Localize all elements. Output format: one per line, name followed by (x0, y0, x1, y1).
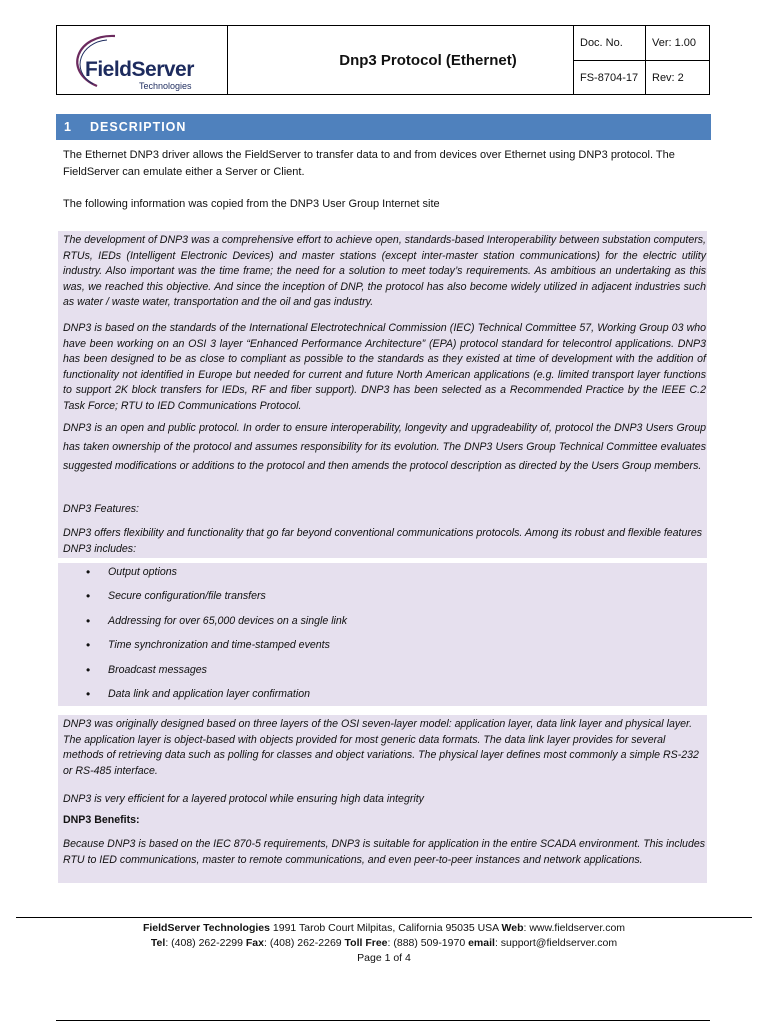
footer-tollfree: : (888) 509-1970 (387, 937, 469, 949)
footer-email-link[interactable]: : support@fieldserver.com (494, 937, 618, 949)
footer-company: FieldServer Technologies (142, 922, 270, 934)
document-header (56, 25, 710, 95)
footer-address: 1991 Tarob Court Milpitas, California 95035 USA (269, 922, 502, 934)
section-number: 1 (64, 120, 72, 134)
footer-fax-label: Fax (245, 937, 264, 949)
quote-paragraph-2: DNP3 is based on the standards of the International Electrotechnical Commission (IEC) Technical Committee 57, Working Group 03 who have been working on an OSI 3 layer “Enhanced Performance Architecture” (EPA) protocol standard for telecontrol applications. DNP3 has been designed to be as close to compliant as possible to the standards as they existed at time of development with the addition of functionality not identified in Europe but needed for current and future North American applications (e.g. limited transport layer functions to support 2K block transfers for IEDs, RF and fiber support). DNP3 has been selected as a Recommended Practice by the IEEE C.2 Task Force; RTU to IED Communications Protocol. (63, 322, 706, 412)
section-heading (56, 114, 711, 140)
revision: Rev: 2 (652, 71, 684, 84)
version: Ver: 1.00 (652, 37, 697, 49)
footer-tel-label: Tel (150, 937, 166, 949)
intro-paragraph: The Ethernet DNP3 driver allows the FieldServer to transfer data to and from devices over Ethernet using DNP3 protocol. The FieldServer can emulate either a Server or Client. (63, 149, 675, 178)
quote-paragraph-3: DNP3 is an open and public protocol. In order to ensure interoperability, longevity and upgradeability of, protocol the DNP3 Users Group has taken ownership of the protocol and assumes responsibility for its evolution. The DNP3 Users Group Technical Committee evaluates suggested modifications or additions to the protocol and then amends the protocol description as directed by the Users Group members. (63, 422, 706, 472)
doc-no-label: Doc. No. (580, 37, 623, 49)
logo-subtitle: Technologies (139, 81, 192, 91)
footer-web-link[interactable]: : www.fieldserver.com (523, 922, 626, 934)
footer-email-label: email (468, 937, 495, 949)
footer-tollfree-label: Toll Free (344, 937, 388, 949)
logo-name: FieldServer (85, 58, 194, 81)
document-title: Dnp3 Protocol (Ethernet) (339, 51, 517, 69)
quote-block-bullets (58, 563, 707, 706)
quote-paragraph-7: Because DNP3 is based on the IEC 870-5 requirements, DNP3 is suitable for application in the entire SCADA environment. This includes RTU to IED communications, master to remote communications, and even peer-to-peer instances and network applications. (63, 838, 706, 866)
footer-tel: : (408) 262-2299 (165, 937, 246, 949)
fieldserver-logo (57, 26, 227, 94)
doc-no: FS-8704-17 (580, 71, 639, 84)
quote-paragraph-1: The development of DNP3 was a comprehensive effort to achieve open, standards-based Interoperability between substation computers, RTUs, IEDs (Intelligent Electronic Devices) and master stations (except inter-master station communications) for the electric utility industry. Also important was the time frame; the need for a solution to meet today’s requirements. As ambitious an undertaking as this was, we reached this objective. And since the inception of DNP, the protocol has also become widely utilized in adjacent industries such as water / waste water, transportation and the oil and gas industry. (63, 234, 706, 308)
next-page-header-edge (56, 1020, 710, 1029)
footer-divider (16, 917, 752, 918)
benefits-heading: DNP3 Benefits: (63, 814, 140, 826)
page-number: Page 1 of 4 (357, 952, 411, 964)
footer-fax: : (408) 262-2269 (263, 937, 345, 949)
footer-web-label: Web (501, 922, 524, 934)
intro-source-note: The following information was copied from the DNP3 User Group Internet site (63, 198, 440, 210)
footer-contact-line (0, 937, 768, 949)
footer-address-line (0, 922, 768, 934)
quote-paragraph-4: DNP3 offers flexibility and functionality that go far beyond conventional communications protocols. Among its robust and flexible features DNP3 includes: (63, 527, 703, 555)
quote-paragraph-5: DNP3 was originally designed based on three layers of the OSI seven-layer model: application layer, data link layer and physical layer. The application layer is object-based with objects provided for most generic data formats. The data link layer provides for several methods of retrieving data such as polling for classes and object variations. The physical layer defines most commonly a simple RS-232 or RS-485 interface. (63, 718, 699, 777)
section-title: DESCRIPTION (90, 120, 187, 134)
features-heading: DNP3 Features: (63, 503, 139, 515)
quote-paragraph-6: DNP3 is very efficient for a layered protocol while ensuring high data integrity (63, 793, 424, 805)
